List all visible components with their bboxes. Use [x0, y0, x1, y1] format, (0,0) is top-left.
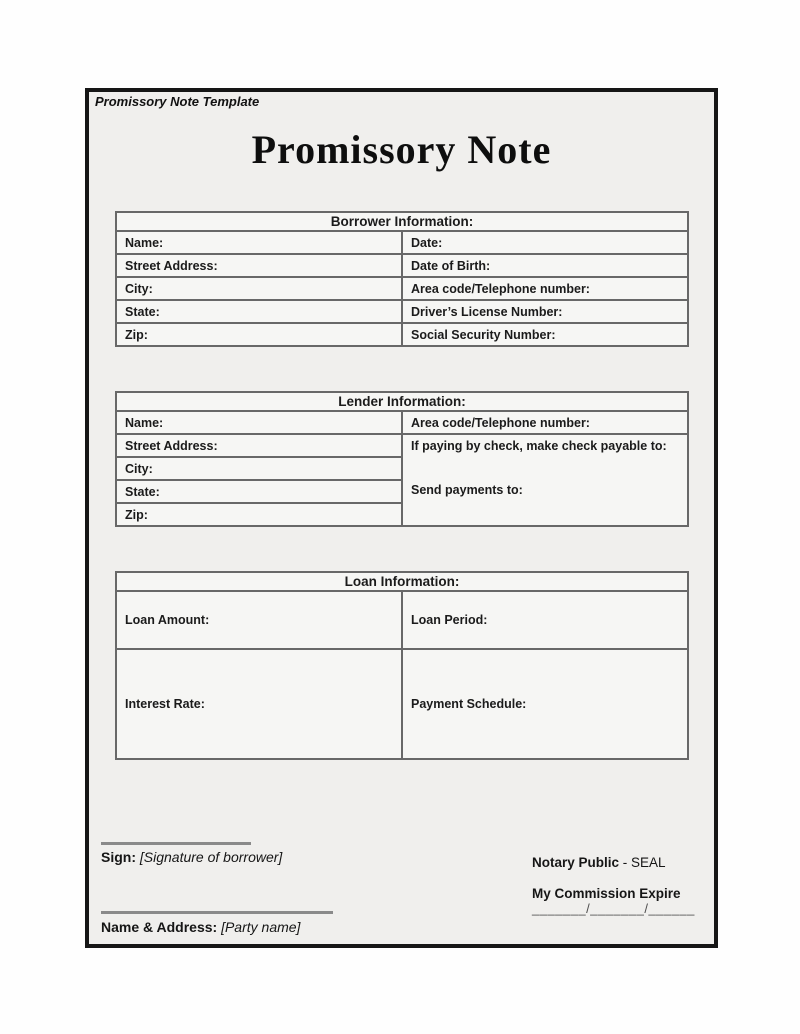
- borrower-zip-label: Zip:: [116, 323, 402, 346]
- table-row: [116, 323, 688, 346]
- notary-label-text: Notary Public: [532, 855, 620, 870]
- lender-state-label: State:: [116, 480, 402, 503]
- lender-phone-label: Area code/Telephone number:: [402, 411, 688, 434]
- lender-payment-cell: [402, 434, 688, 526]
- lender-city-label: City:: [116, 457, 402, 480]
- table-row: [116, 254, 688, 277]
- payment-schedule-label: Payment Schedule:: [402, 649, 688, 759]
- lender-zip-label: Zip:: [116, 503, 402, 526]
- lender-name-label: Name:: [116, 411, 402, 434]
- table-row: [116, 434, 688, 457]
- name-address-caption: [101, 919, 300, 935]
- sign-hint: [Signature of borrower]: [139, 849, 283, 865]
- name-address-label: Name & Address:: [101, 919, 218, 935]
- name-address-hint: [Party name]: [221, 919, 301, 935]
- loan-amount-label: Loan Amount:: [116, 591, 402, 649]
- interest-rate-label: Interest Rate:: [116, 649, 402, 759]
- notary-seal-text: - SEAL: [619, 855, 666, 870]
- lender-info-table: [115, 391, 689, 527]
- borrower-signature-line: [101, 842, 251, 845]
- commission-date-line: _______/_______/______: [532, 901, 695, 916]
- commission-expire-label: My Commission Expire: [532, 886, 681, 901]
- promissory-note-document: [85, 88, 718, 948]
- table-row: [116, 300, 688, 323]
- name-address-line: [101, 911, 333, 914]
- lender-street-label: Street Address:: [116, 434, 402, 457]
- table-row: [116, 649, 688, 759]
- notary-block: [532, 855, 712, 916]
- loan-info-table: [115, 571, 689, 760]
- borrower-street-label: Street Address:: [116, 254, 402, 277]
- borrower-name-label: Name:: [116, 231, 402, 254]
- borrower-info-table: [115, 211, 689, 347]
- document-header-label: Promissory Note Template: [95, 94, 260, 109]
- table-row: [116, 591, 688, 649]
- borrower-ssn-label: Social Security Number:: [402, 323, 688, 346]
- page-title: Promissory Note: [251, 127, 552, 172]
- table-row: [116, 411, 688, 434]
- borrower-signature-caption: [101, 849, 282, 865]
- table-row: [116, 277, 688, 300]
- loan-table-header: Loan Information:: [116, 572, 688, 591]
- borrower-dob-label: Date of Birth:: [402, 254, 688, 277]
- lender-table-header: Lender Information:: [116, 392, 688, 411]
- notary-public-label: [532, 855, 712, 870]
- borrower-phone-label: Area code/Telephone number:: [402, 277, 688, 300]
- borrower-date-label: Date:: [402, 231, 688, 254]
- borrower-state-label: State:: [116, 300, 402, 323]
- lender-send-payments-label: Send payments to:: [411, 483, 523, 497]
- lender-check-payable-label: If paying by check, make check payable to:: [411, 439, 667, 453]
- borrower-license-label: Driver’s License Number:: [402, 300, 688, 323]
- table-row: [116, 231, 688, 254]
- sign-label: Sign:: [101, 849, 136, 865]
- loan-period-label: Loan Period:: [402, 591, 688, 649]
- borrower-table-header: Borrower Information:: [116, 212, 688, 231]
- borrower-city-label: City:: [116, 277, 402, 300]
